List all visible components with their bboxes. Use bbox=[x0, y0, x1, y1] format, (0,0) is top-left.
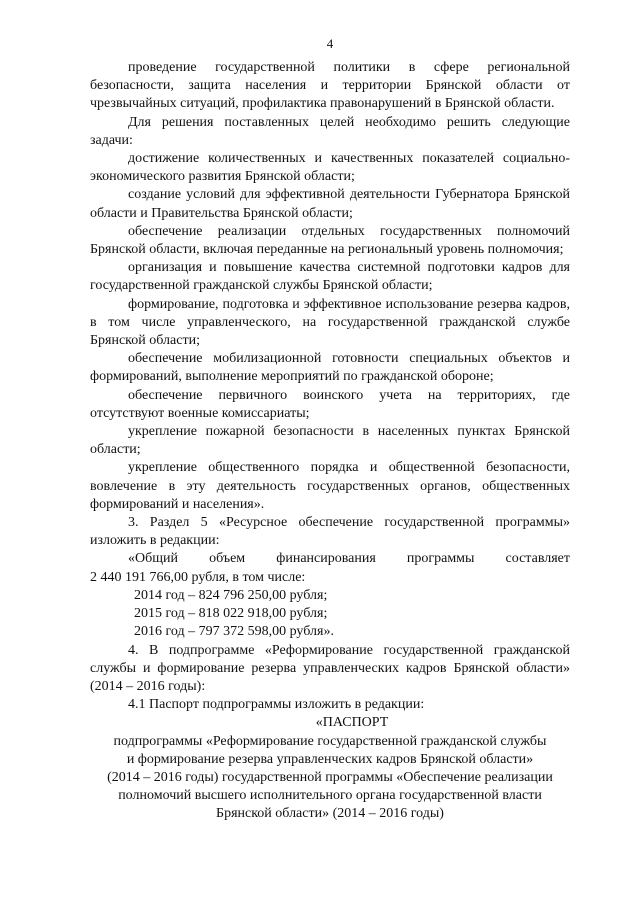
paragraph-tasks-intro: Для решения поставленных целей необходимо решить следующие задачи: bbox=[90, 114, 570, 148]
section-3-paragraph: 3. Раздел 5 «Ресурсное обеспечение государственной программы» изложить в редакции: bbox=[90, 515, 570, 549]
task-item-mobilization: обеспечение мобилизационной готовности специальных объектов и формирований, выполнение мероприятий по гражданской обороне; bbox=[90, 351, 570, 385]
section-4-paragraph: 4. В подпрограмме «Реформирование государственной гражданской службы и формирование резерва управленческих кадров Брянской области» (2014 – 2016 годы): bbox=[90, 642, 570, 694]
passport-subtitle-line: (2014 – 2016 годы) государственной программы «Обеспечение реализации bbox=[107, 769, 553, 785]
task-item-powers: обеспечение реализации отдельных государственных полномочий Брянской области, включая переданные на региональный уровень полномочия; bbox=[90, 223, 570, 258]
task-item-fire-safety: укрепление пожарной безопасности в населенных пунктах Брянской области; bbox=[90, 424, 570, 458]
passport-subtitle-line: полномочий высшего исполнительного органа государственной власти bbox=[118, 788, 542, 804]
task-item-indicators: достижение количественных и качественных показателей социально-экономического развития Брянской области; bbox=[90, 151, 570, 185]
passport-subtitle-line: Брянской области» (2014 – 2016 годы) bbox=[216, 806, 444, 822]
financing-amount-line: 2 440 191 766,00 рубля, в том числе: bbox=[90, 569, 306, 585]
passport-title: «ПАСПОРТ bbox=[315, 715, 389, 731]
task-item-public-order: укрепление общественного порядка и общественной безопасности, вовлечение в эту деятельность государственных органов, общественных формирований и населения». bbox=[90, 460, 570, 512]
financing-year-2014: 2014 год – 824 796 250,00 рубля; bbox=[134, 587, 328, 603]
page-number: 4 bbox=[326, 36, 334, 51]
financing-year-2016: 2016 год – 797 372 598,00 рубля». bbox=[134, 624, 334, 640]
task-item-military-registration: обеспечение первичного воинского учета на территориях, где отсутствуют военные комиссариаты; bbox=[90, 387, 570, 421]
section-4-1-paragraph: 4.1 Паспорт подпрограммы изложить в редакции: bbox=[128, 697, 425, 713]
financing-total-line: «Общий объем финансирования программы составляет bbox=[128, 551, 570, 567]
task-item-training: организация и повышение качества системной подготовки кадров для государственной гражданской службы Брянской области; bbox=[90, 260, 570, 294]
passport-subtitle-line: и формирование резерва управленческих кадров Брянской области» bbox=[126, 751, 534, 767]
task-item-conditions: создание условий для эффективной деятельности Губернатора Брянской области и Правительства Брянской области; bbox=[90, 187, 570, 221]
financing-year-2015: 2015 год – 818 022 918,00 рубля; bbox=[134, 606, 328, 622]
task-item-reserve: формирование, подготовка и эффективное использование резерва кадров, в том числе управленческого, на государственной гражданской службе Брянской области; bbox=[90, 296, 570, 349]
paragraph-regional-security: проведение государственной политики в сфере региональной безопасности, защита населения и территории Брянской области от чрезвычайных ситуаций, профилактика правонарушений в Брянской области. bbox=[90, 60, 570, 112]
passport-subtitle-line: подпрограммы «Реформирование государственной гражданской службы bbox=[113, 733, 547, 749]
